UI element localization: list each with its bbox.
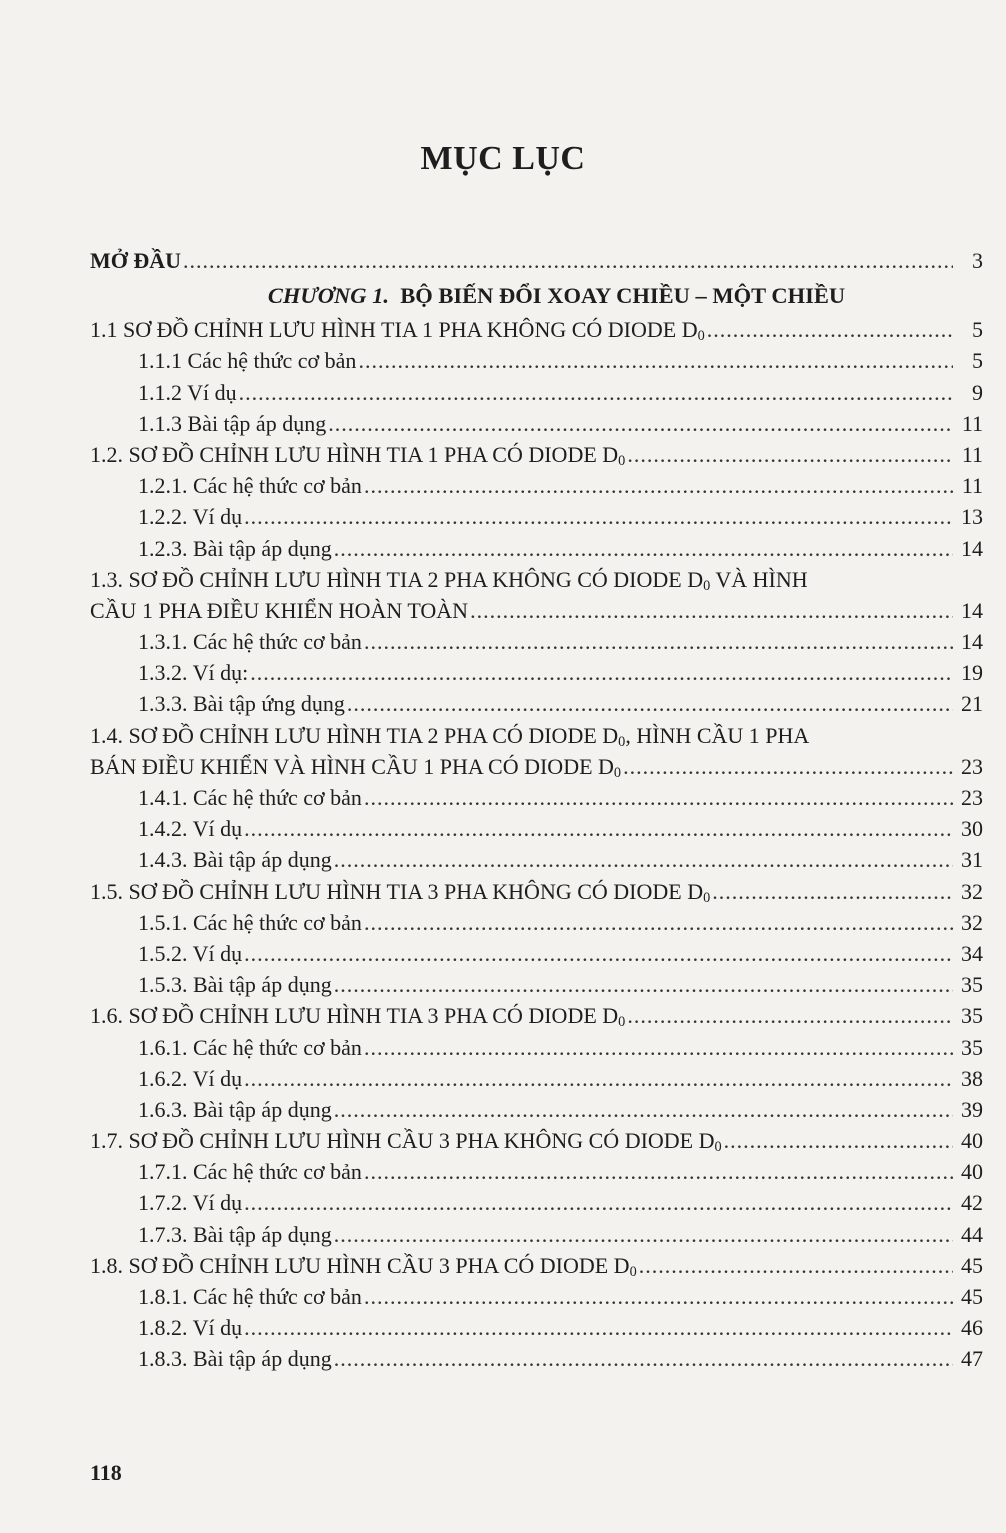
dot-leader	[623, 754, 953, 780]
toc-page-number: 34	[961, 940, 983, 966]
toc-entry-label: 1.3. SƠ ĐỒ CHỈNH LƯU HÌNH TIA 2 PHA KHÔNG CÓ DIODE D	[90, 566, 704, 592]
dot-leader	[470, 598, 953, 624]
toc-entry-label: 1.3.1. Các hệ thức cơ bản	[138, 629, 362, 655]
toc-page-number: 23	[961, 753, 983, 779]
dot-leader	[334, 1097, 953, 1123]
dot-leader	[334, 1346, 953, 1372]
toc-page-number: 23	[961, 785, 983, 810]
toc-entry-1-8[interactable]	[90, 1253, 983, 1284]
dot-leader	[724, 1128, 953, 1154]
toc-entry-label: 1.5. SƠ ĐỒ CHỈNH LƯU HÌNH TIA 3 PHA KHÔNG CÓ DIODE D	[90, 878, 704, 904]
toc-page-number: 19	[961, 660, 983, 686]
toc-page-number: 44	[961, 1221, 983, 1247]
toc-entry-label: 1.6. SƠ ĐỒ CHỈNH LƯU HÌNH TIA 3 PHA CÓ DIODE D	[90, 1003, 619, 1029]
toc-entry-1-8-1[interactable]	[90, 1284, 983, 1315]
subscript: 0	[618, 733, 626, 750]
toc-entry-1-1-1[interactable]	[90, 348, 983, 379]
toc-entry-label-cont: VÀ HÌNH	[710, 566, 808, 592]
dot-leader	[244, 1315, 953, 1341]
dot-leader	[347, 691, 953, 717]
dot-leader	[627, 442, 953, 468]
toc-entry-1-5-3[interactable]	[90, 972, 983, 1003]
toc-entry-1-5-2[interactable]	[90, 941, 983, 972]
toc-page-number: 11	[961, 441, 983, 467]
toc-entry-1-7-3[interactable]	[90, 1222, 983, 1253]
toc-entry-1-6[interactable]	[90, 1003, 983, 1034]
dot-leader	[183, 248, 953, 274]
dot-leader	[364, 785, 953, 811]
toc-entry-label: 1.4.3. Bài tập áp dụng	[138, 847, 332, 873]
toc-entry-1-1[interactable]	[90, 317, 983, 348]
dot-leader	[334, 847, 953, 873]
subscript: 0	[703, 889, 711, 906]
toc-entry-1-1-2[interactable]	[90, 380, 983, 411]
dot-leader	[358, 348, 953, 374]
subscript: 0	[703, 577, 711, 594]
dot-leader	[334, 972, 953, 998]
toc-entry-1-3-2[interactable]	[90, 660, 983, 691]
toc-page-number: 47	[961, 1346, 983, 1372]
toc-entry-1-5-1[interactable]	[90, 910, 983, 941]
toc-page-number: 14	[961, 597, 983, 623]
chapter-heading	[90, 283, 983, 317]
toc-entry-1-8-3[interactable]	[90, 1346, 983, 1377]
toc-entry-label: 1.2.1. Các hệ thức cơ bản	[138, 473, 362, 499]
toc-page-number: 14	[961, 629, 983, 655]
dot-leader	[364, 1035, 953, 1061]
subscript: 0	[618, 452, 626, 469]
toc-page-number: 45	[961, 1284, 983, 1309]
dot-leader	[244, 1066, 953, 1092]
toc-page-number: 46	[961, 1315, 983, 1341]
toc-entry-1-3-3[interactable]	[90, 691, 983, 722]
toc-entry-1-2-1[interactable]	[90, 473, 983, 504]
toc-entry-label: 1.6.3. Bài tập áp dụng	[138, 1096, 332, 1122]
toc-entry-1-6-1[interactable]	[90, 1035, 983, 1066]
toc-entry-label: 1.5.3. Bài tập áp dụng	[138, 972, 332, 998]
dot-leader	[328, 411, 953, 437]
toc-page-number: 21	[961, 691, 983, 717]
dot-leader	[364, 473, 953, 499]
toc-page-number: 39	[961, 1096, 983, 1122]
table-of-contents	[90, 248, 983, 1378]
toc-page-number: 38	[961, 1065, 983, 1091]
subscript: 0	[618, 1014, 626, 1031]
dot-leader	[244, 816, 953, 842]
toc-entry-label: MỞ ĐẦU	[90, 248, 182, 273]
toc-entry-1-4-1[interactable]	[90, 785, 983, 816]
toc-entry-label: 1.8.3. Bài tập áp dụng	[138, 1346, 332, 1372]
toc-page-number: 40	[961, 1159, 983, 1185]
toc-entry-label: 1.8.1. Các hệ thức cơ bản	[138, 1284, 362, 1309]
toc-entry-1-7-1[interactable]	[90, 1159, 983, 1190]
dot-leader	[627, 1003, 953, 1029]
toc-page-number: 9	[972, 379, 983, 405]
dot-leader	[364, 629, 953, 655]
toc-entry-label-line2: CẦU 1 PHA ĐIỀU KHIỂN HOÀN TOÀN	[90, 597, 469, 623]
toc-entry-1-6-2[interactable]	[90, 1066, 983, 1097]
dot-leader	[244, 1190, 953, 1216]
toc-entry-1-2-3[interactable]	[90, 536, 983, 567]
toc-entry-1-5[interactable]	[90, 879, 983, 910]
toc-entry-label-line2: BÁN ĐIỀU KHIỂN VÀ HÌNH CẦU 1 PHA CÓ DIODE D	[90, 753, 614, 779]
toc-page-number: 35	[961, 972, 983, 998]
toc-page-number: 5	[972, 348, 983, 374]
dot-leader	[244, 504, 953, 530]
toc-entry-label: 1.3.2. Ví dụ:	[138, 660, 249, 686]
toc-page-number: 42	[961, 1190, 983, 1216]
subscript: 0	[714, 1138, 722, 1155]
dot-leader	[364, 1159, 953, 1185]
dot-leader	[239, 380, 953, 406]
toc-entry-intro[interactable]	[90, 248, 983, 279]
toc-entry-label: 1.6.1. Các hệ thức cơ bản	[138, 1034, 362, 1060]
subscript: 0	[613, 764, 622, 781]
toc-page-number: 11	[961, 410, 983, 436]
page-number: 118	[90, 1460, 122, 1485]
toc-entry-label: 1.7.3. Bài tập áp dụng	[138, 1221, 332, 1247]
toc-entry-label: 1.2.2. Ví dụ	[138, 504, 243, 530]
dot-leader	[250, 660, 953, 686]
toc-entry-label: 1.2.3. Bài tập áp dụng	[138, 535, 332, 561]
page-title: MỤC LỤC	[420, 140, 586, 177]
toc-entry-label: 1.5.2. Ví dụ	[138, 940, 243, 966]
subscript: 0	[697, 328, 705, 345]
toc-entry-1-3-1[interactable]	[90, 629, 983, 660]
toc-entry-label: 1.2. SƠ ĐỒ CHỈNH LƯU HÌNH TIA 1 PHA CÓ DIODE D	[90, 441, 619, 467]
toc-entry-label: 1.1 SƠ ĐỒ CHỈNH LƯU HÌNH TIA 1 PHA KHÔNG CÓ DIODE D	[90, 317, 698, 343]
toc-entry-1-3[interactable]	[90, 567, 983, 629]
toc-page-number: 45	[961, 1252, 983, 1278]
dot-leader	[707, 317, 953, 343]
toc-entry-label: 1.8.2. Ví dụ	[138, 1315, 243, 1341]
dot-leader	[334, 536, 953, 562]
dot-leader	[364, 1284, 953, 1310]
toc-entry-1-2-2[interactable]	[90, 504, 983, 535]
toc-page-number: 30	[961, 816, 983, 842]
toc-entry-label-cont: , HÌNH CẦU 1 PHA	[625, 722, 810, 748]
toc-entry-1-4-3[interactable]	[90, 847, 983, 878]
toc-entry-1-4[interactable]	[90, 723, 983, 785]
toc-entry-label: 1.7.1. Các hệ thức cơ bản	[138, 1159, 362, 1185]
toc-entry-label: 1.4. SƠ ĐỒ CHỈNH LƯU HÌNH TIA 2 PHA CÓ DIODE D	[90, 722, 619, 748]
toc-entry-label: 1.7.2. Ví dụ	[138, 1190, 243, 1216]
toc-entry-label: 1.4.2. Ví dụ	[138, 816, 243, 842]
toc-entry-label: 1.7. SƠ ĐỒ CHỈNH LƯU HÌNH CẦU 3 PHA KHÔNG CÓ DIODE D	[90, 1128, 715, 1154]
toc-entry-label: 1.5.1. Các hệ thức cơ bản	[138, 909, 362, 935]
toc-page-number: 5	[972, 317, 983, 343]
toc-page-number: 40	[961, 1128, 983, 1154]
dot-leader	[639, 1253, 953, 1279]
toc-entry-label: 1.6.2. Ví dụ	[138, 1065, 243, 1091]
toc-entry-1-6-3[interactable]	[90, 1097, 983, 1128]
toc-entry-1-4-2[interactable]	[90, 816, 983, 847]
toc-page-number: 32	[961, 909, 983, 935]
toc-entry-label: 1.1.1 Các hệ thức cơ bản	[138, 348, 357, 374]
toc-page-number: 13	[961, 504, 983, 530]
toc-entry-1-8-2[interactable]	[90, 1315, 983, 1346]
toc-entry-label: 1.8. SƠ ĐỒ CHỈNH LƯU HÌNH CẦU 3 PHA CÓ DIODE D	[90, 1252, 630, 1278]
dot-leader	[364, 910, 953, 936]
dot-leader	[244, 941, 953, 967]
toc-page-number: 14	[961, 535, 983, 561]
toc-entry-1-7-2[interactable]	[90, 1190, 983, 1221]
toc-page-number: 32	[961, 878, 983, 904]
toc-page-number: 31	[961, 847, 983, 873]
toc-page-number: 11	[961, 473, 983, 499]
subscript: 0	[629, 1263, 637, 1280]
toc-entry-1-7[interactable]	[90, 1128, 983, 1159]
toc-entry-label: 1.4.1. Các hệ thức cơ bản	[138, 785, 362, 810]
toc-entry-1-2[interactable]	[90, 442, 983, 473]
chapter-number: CHƯƠNG 1.	[267, 283, 390, 309]
toc-page-number: 35	[961, 1003, 983, 1029]
toc-entry-label: 1.1.2 Ví dụ	[138, 379, 237, 405]
toc-entry-label: 1.1.3 Bài tập áp dụng	[138, 410, 327, 436]
toc-entry-1-1-3[interactable]	[90, 411, 983, 442]
toc-page-number: 3	[972, 248, 983, 273]
toc-page-number: 35	[961, 1034, 983, 1060]
chapter-title: BỘ BIẾN ĐỔI XOAY CHIỀU – MỘT CHIỀU	[400, 283, 846, 309]
toc-entry-label: 1.3.3. Bài tập ứng dụng	[138, 691, 345, 717]
dot-leader	[712, 879, 953, 905]
dot-leader	[334, 1222, 953, 1248]
